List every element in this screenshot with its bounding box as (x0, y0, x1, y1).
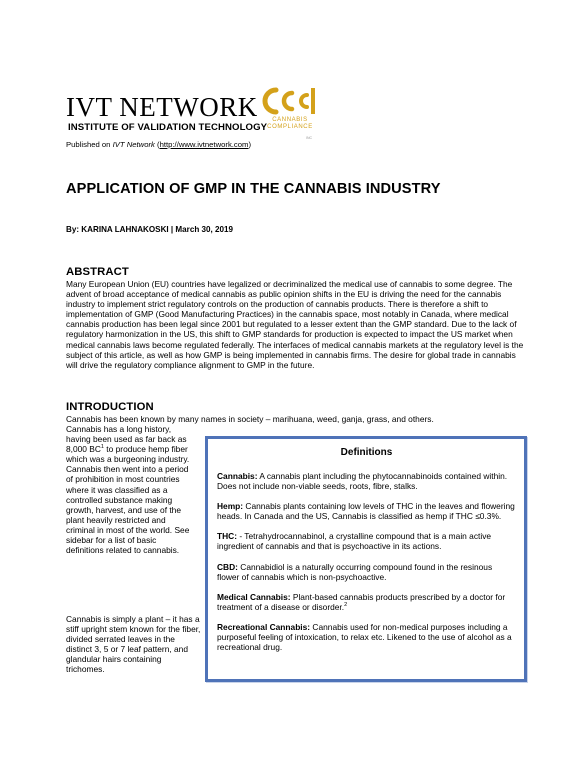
intro-paragraph-1 (66, 424, 196, 555)
intro-p1-b: to produce hemp fiber which was a burgeoning industry. Cannabis then went into a period of prohibition in most countries where it was classified as a controlled substance making growth, harvest, and use of the plant heavily restricted and criminal in most of the world. See sidebar for a list of basic definitions related to cannabis. (66, 444, 190, 556)
definition-term: Hemp: (217, 501, 244, 512)
logo-title: IVT NETWORK (66, 92, 258, 122)
definition-text: Cannabis plants containing low levels of THC in the leaves and flowering heads. In Canada and the US, Cannabis is classified as hemp if THC ≤0.3%. (217, 501, 515, 522)
definition-item (217, 531, 516, 551)
ccc-mark-icon (262, 84, 318, 118)
published-source: IVT Network (112, 140, 155, 149)
published-line (66, 140, 251, 149)
intro-heading: INTRODUCTION (66, 401, 154, 413)
ccc-line-2: COMPLIANCE (267, 123, 313, 130)
abstract-text: Many European Union (EU) countries have legalized or decriminalized the medical use of cannabis to some degree. The advent of broad acceptance of medical cannabis as public opinion shifts in the EU is driving the need for the cannabis industry to implement strict regulatory controls on the production of cannabis products. There is therefore a shift to implementation of GMP (Good Manufacturing Practices) in the cannabis space, most notably in Canada, where medical cannabis production has been legal since 2001 but regulated to a lesser extent than the GMP standard. Due to the lack of regulatory harmonization in the US, this shift to GMP standards for production is expected to impact the US market when medical cannabis laws become regulated federally. The interfaces of medical cannabis markets at the regulatory level is the subject of this article, as well as how GMP is being implemented in cannabis firms. The desire for global trade in cannabis will drive the regulatory compliance alignment to GMP in the future. (66, 279, 524, 370)
definition-text: Plant-based cannabis products prescribed by a doctor for treatment of a disease or disorder. (217, 591, 506, 612)
definition-term: Medical Cannabis: (217, 591, 291, 602)
logo-subtitle: INSTITUTE OF VALIDATION TECHNOLOGY (68, 122, 268, 133)
definition-term: CBD: (217, 561, 238, 572)
definition-item (217, 471, 516, 491)
ccc-inc: INC (306, 136, 313, 140)
abstract-heading: ABSTRACT (66, 266, 129, 278)
byline: By: KARINA LAHNAKOSKI | March 30, 2019 (66, 225, 234, 234)
definition-text: A cannabis plant including the phytocannabinoids contained within. Does not include non-viable seeds, roots, fibre, stalks. (217, 471, 508, 492)
definition-text: Cannabis used for non-medical purposes including a purposeful feeling of intoxication, to relax etc. Likened to the use of alcohol as a recreational drug. (217, 621, 512, 653)
published-link[interactable]: http://www.ivtnetwork.com (159, 140, 249, 149)
definition-text: Cannabidiol is a naturally occurring compound found in the resinous flower of cannabis which is non-psychoactive. (217, 561, 493, 582)
ccc-line-1: CANNABIS (272, 117, 308, 123)
definitions-sidebar (205, 436, 527, 682)
definition-term: Cannabis: (217, 471, 258, 481)
published-open: ( (154, 140, 160, 149)
definition-item (217, 622, 516, 652)
definition-text: - Tetrahydrocannabinol, a crystalline compound that is a main active ingredient of cannabis and that is psychoactive in its actions. (217, 531, 492, 552)
article-title: APPLICATION OF GMP IN THE CANNABIS INDUSTRY (66, 181, 441, 197)
footnote-2: 2 (344, 602, 348, 609)
intro-paragraph-2: Cannabis is simply a plant – it has a stiff upright stem known for the fiber, divided serrated leaves in the distinct 3, 5 or 7 leaf pattern, and glandular hairs containing trichomes. (66, 614, 201, 675)
definition-item (217, 501, 516, 521)
definitions-title: Definitions (340, 447, 393, 458)
intro-p1-a: Cannabis has a long history, having been used as far back as 8,000 BC (66, 424, 187, 455)
footnote-1: 1 (100, 444, 104, 451)
definition-item (217, 562, 516, 582)
published-close: ) (248, 140, 252, 149)
intro-line: Cannabis has been known by many names in society – marihuana, weed, ganja, grass, and others. (66, 414, 434, 424)
definition-term: Recreational Cannabis: (217, 621, 311, 632)
ccc-logo-text (262, 117, 318, 130)
definition-term: THC: (217, 531, 238, 542)
published-prefix: Published on (66, 140, 113, 149)
definition-item (217, 592, 516, 612)
cannabis-compliance-logo (262, 84, 318, 148)
